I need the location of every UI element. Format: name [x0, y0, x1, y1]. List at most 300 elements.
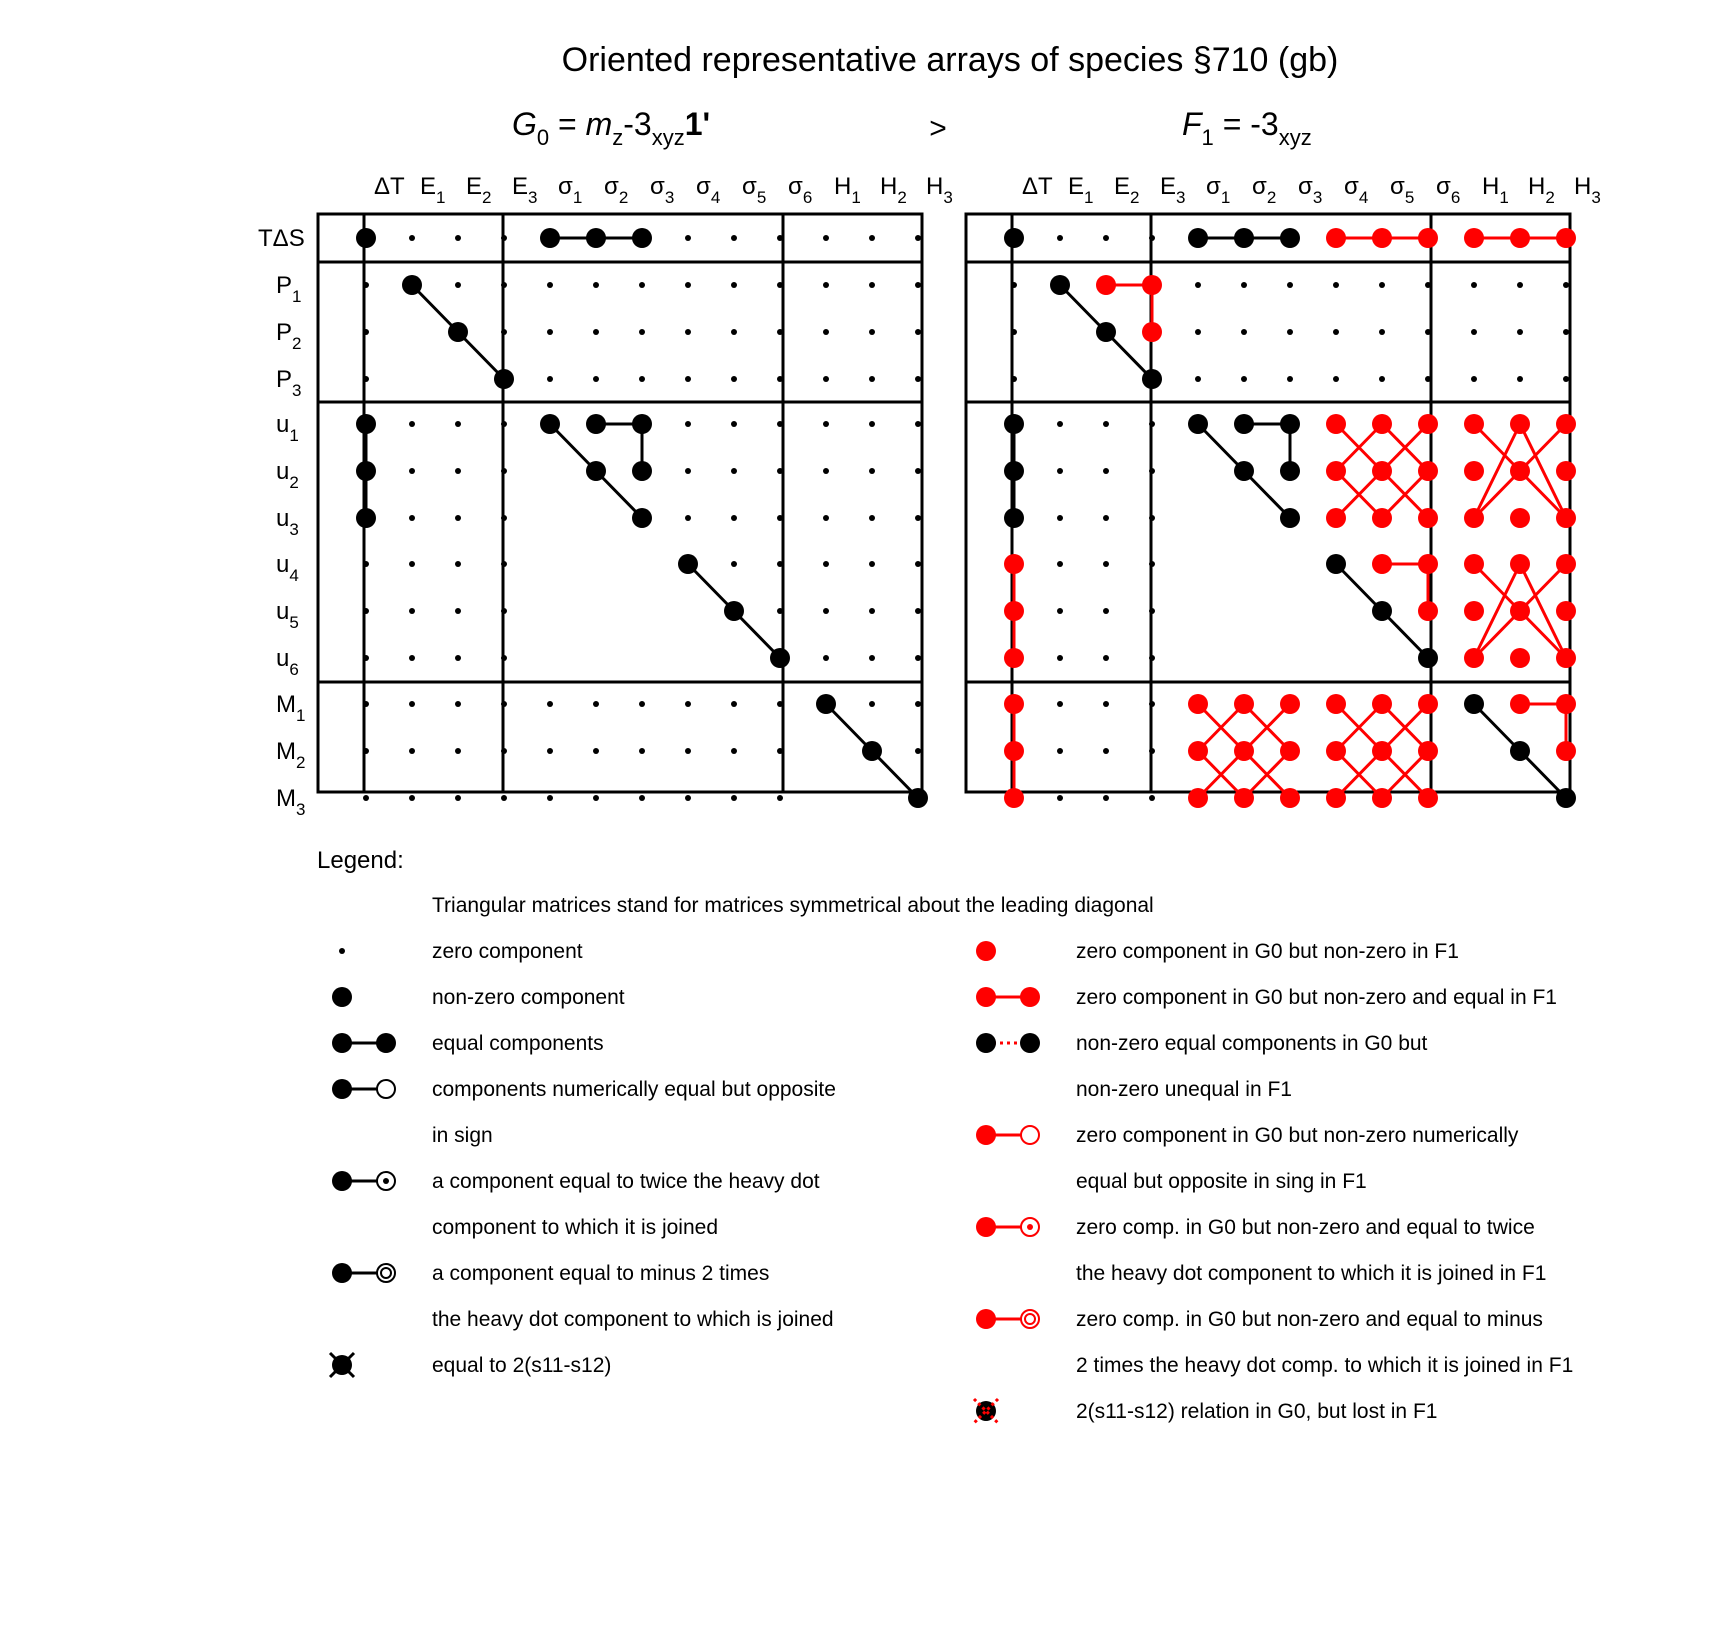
zero-component — [731, 376, 737, 382]
zero-component — [501, 235, 507, 241]
red-component — [1372, 508, 1392, 528]
zero-component — [1057, 701, 1063, 707]
zero-component — [731, 561, 737, 567]
legend-text: 2 times the heavy dot comp. to which it is joined in F1 — [1076, 1354, 1574, 1377]
zero-component — [915, 608, 921, 614]
heavy-component — [540, 228, 560, 248]
zero-component — [777, 421, 783, 427]
legend-text: zero component in G0 but non-zero in F1 — [1076, 940, 1459, 963]
zero-component — [1149, 515, 1155, 521]
column-label: $\sigma_4$ — [1344, 173, 1369, 207]
dotted-link-icon — [976, 1033, 1040, 1053]
zero-component — [777, 515, 783, 521]
zero-component — [1103, 235, 1109, 241]
row-label: $P_1$ — [276, 272, 302, 306]
heavy-component — [1280, 461, 1300, 481]
zero-component — [1057, 561, 1063, 567]
heavy-component — [1234, 414, 1254, 434]
column-label: $E_2$ — [1114, 173, 1140, 207]
red-component — [1004, 741, 1024, 761]
heavy-component — [632, 228, 652, 248]
heavy-component — [632, 461, 652, 481]
zero-component — [409, 235, 415, 241]
zero-component — [455, 748, 461, 754]
column-label: $H_3$ — [1574, 173, 1601, 207]
heavy-component — [862, 741, 882, 761]
column-label: $E_2$ — [466, 173, 492, 207]
equal-link-icon — [332, 1033, 396, 1053]
red-component — [1188, 788, 1208, 808]
zero-component — [1471, 329, 1477, 335]
zero-component — [1103, 701, 1109, 707]
heavy-component — [1280, 228, 1300, 248]
heavy-component — [586, 414, 606, 434]
zero-component — [1333, 376, 1339, 382]
heavy-component — [632, 508, 652, 528]
zero-component — [455, 515, 461, 521]
red-component — [1372, 694, 1392, 714]
red-component — [1510, 414, 1530, 434]
zero-component — [685, 421, 691, 427]
heavy-component — [724, 601, 744, 621]
row-label: $u_6$ — [276, 645, 299, 679]
red-component — [1372, 461, 1392, 481]
zero-component — [1103, 748, 1109, 754]
zero-component — [869, 561, 875, 567]
zero-component — [731, 748, 737, 754]
zero-component — [915, 329, 921, 335]
zero-component — [1149, 655, 1155, 661]
red-equal-link-icon — [976, 987, 1040, 1007]
zero-component — [455, 608, 461, 614]
row-label: $u_4$ — [276, 551, 299, 585]
column-label: $\sigma_3$ — [1298, 173, 1323, 207]
small-dot-icon — [339, 948, 345, 954]
column-label: $\sigma_5$ — [1390, 173, 1415, 207]
heavy-component — [1188, 414, 1208, 434]
column-label: $E_1$ — [420, 173, 446, 207]
zero-component — [1333, 329, 1339, 335]
legend-text: non-zero unequal in F1 — [1076, 1078, 1292, 1101]
legend-left — [330, 940, 836, 1377]
zero-component — [685, 795, 691, 801]
zero-component — [593, 329, 599, 335]
heavy-component — [1234, 228, 1254, 248]
legend-text: zero comp. in G0 but non-zero and equal to minus — [1076, 1308, 1543, 1331]
cross-dot-icon — [330, 1353, 354, 1377]
zero-component — [915, 748, 921, 754]
zero-component — [1195, 376, 1201, 382]
zero-component — [639, 795, 645, 801]
red-component — [1418, 461, 1438, 481]
zero-component — [1195, 329, 1201, 335]
heavy-component — [402, 275, 422, 295]
zero-component — [1241, 329, 1247, 335]
zero-component — [731, 329, 737, 335]
zero-component — [409, 748, 415, 754]
zero-component — [777, 608, 783, 614]
zero-component — [869, 376, 875, 382]
zero-component — [1379, 329, 1385, 335]
zero-component — [869, 515, 875, 521]
zero-component — [823, 282, 829, 288]
legend-text: component to which it is joined — [432, 1216, 718, 1239]
red-component — [1418, 414, 1438, 434]
red-component — [1004, 601, 1024, 621]
zero-component — [1103, 421, 1109, 427]
zero-component — [1425, 376, 1431, 382]
zero-component — [501, 748, 507, 754]
zero-component — [1379, 376, 1385, 382]
red-twice-link-icon — [976, 1217, 1039, 1237]
red-component — [1510, 694, 1530, 714]
zero-component — [1103, 608, 1109, 614]
zero-component — [593, 795, 599, 801]
zero-component — [501, 795, 507, 801]
zero-component — [1287, 282, 1293, 288]
zero-component — [823, 655, 829, 661]
heavy-component — [816, 694, 836, 714]
page-title: Oriented representative arrays of species §710 (gb) — [561, 41, 1339, 79]
zero-component — [593, 748, 599, 754]
zero-component — [363, 701, 369, 707]
zero-component — [455, 421, 461, 427]
zero-component — [777, 376, 783, 382]
zero-component — [1425, 329, 1431, 335]
legend-text: non-zero component — [432, 986, 625, 1009]
red-component — [1142, 275, 1162, 295]
legend-text: a component equal to minus 2 times — [432, 1262, 770, 1285]
zero-component — [455, 655, 461, 661]
red-component — [1326, 414, 1346, 434]
zero-component — [731, 795, 737, 801]
legend-text: equal to 2(s11-s12) — [432, 1354, 612, 1377]
zero-component — [1057, 235, 1063, 241]
red-component — [1556, 228, 1576, 248]
heavy-component — [448, 322, 468, 342]
heavy-component — [1188, 228, 1208, 248]
legend-text: zero component in G0 but non-zero numerically — [1076, 1124, 1519, 1147]
column-label: $\sigma_4$ — [696, 173, 721, 207]
row-label: $M_1$ — [276, 691, 306, 725]
minus-two-link-icon — [332, 1263, 395, 1283]
zero-component — [501, 329, 507, 335]
zero-component — [915, 701, 921, 707]
red-component — [1464, 228, 1484, 248]
red-component — [1418, 554, 1438, 574]
red-component — [1556, 414, 1576, 434]
zero-component — [409, 795, 415, 801]
heavy-component — [540, 414, 560, 434]
zero-component — [915, 376, 921, 382]
column-label: $H_1$ — [1482, 173, 1509, 207]
red-component — [1556, 648, 1576, 668]
column-label: $\sigma_5$ — [742, 173, 767, 207]
zero-component — [1379, 282, 1385, 288]
zero-component — [731, 282, 737, 288]
heavy-component — [908, 788, 928, 808]
heavy-component — [1326, 554, 1346, 574]
red-component — [1418, 741, 1438, 761]
red-component — [1188, 694, 1208, 714]
zero-component — [1425, 282, 1431, 288]
column-label: ΔT — [374, 173, 405, 200]
legend-text: equal components — [432, 1032, 604, 1055]
column-label: ΔT — [1022, 173, 1053, 200]
heavy-component — [586, 461, 606, 481]
left-group-label: $G_0 = m_z-3_{xyz}1'$ — [512, 106, 711, 150]
zero-component — [409, 701, 415, 707]
lost-cross-dot-icon — [974, 1399, 998, 1423]
red-component — [1096, 275, 1116, 295]
red-component — [1326, 741, 1346, 761]
column-label: $E_1$ — [1068, 173, 1094, 207]
zero-component — [685, 235, 691, 241]
zero-component — [915, 561, 921, 567]
zero-component — [685, 329, 691, 335]
red-component — [1326, 694, 1346, 714]
red-component — [1556, 694, 1576, 714]
red-minus-two-link-icon — [976, 1309, 1039, 1329]
zero-component — [1057, 795, 1063, 801]
zero-component — [823, 376, 829, 382]
zero-component — [1149, 701, 1155, 707]
zero-component — [501, 561, 507, 567]
zero-component — [409, 655, 415, 661]
zero-component — [1057, 421, 1063, 427]
heavy-component — [1510, 741, 1530, 761]
zero-component — [1471, 282, 1477, 288]
zero-component — [409, 608, 415, 614]
column-label: $H_3$ — [926, 173, 953, 207]
zero-component — [777, 561, 783, 567]
zero-component — [1057, 468, 1063, 474]
zero-component — [731, 701, 737, 707]
zero-component — [915, 421, 921, 427]
zero-component — [1011, 282, 1017, 288]
legend-text: components numerically equal but opposite — [432, 1078, 836, 1101]
group-relation-symbol: > — [929, 112, 947, 145]
zero-component — [731, 515, 737, 521]
legend-text: in sign — [432, 1124, 493, 1147]
red-component — [1326, 508, 1346, 528]
zero-component — [1149, 795, 1155, 801]
heavy-component — [632, 414, 652, 434]
heavy-component — [678, 554, 698, 574]
heavy-component — [1280, 508, 1300, 528]
zero-component — [547, 376, 553, 382]
legend-text: equal but opposite in sing in F1 — [1076, 1170, 1367, 1193]
column-label: $H_2$ — [1528, 173, 1555, 207]
zero-component — [1517, 329, 1523, 335]
zero-component — [409, 561, 415, 567]
zero-component — [547, 282, 553, 288]
row-label: $u_1$ — [276, 411, 299, 445]
red-component — [1510, 508, 1530, 528]
zero-component — [685, 515, 691, 521]
red-component — [1464, 414, 1484, 434]
legend-label: Legend: — [317, 847, 404, 874]
heavy-component — [1096, 322, 1116, 342]
zero-component — [777, 329, 783, 335]
zero-component — [869, 655, 875, 661]
zero-component — [869, 235, 875, 241]
zero-component — [869, 282, 875, 288]
row-label: $P_2$ — [276, 319, 302, 353]
column-label: $\sigma_2$ — [604, 173, 629, 207]
red-component — [1510, 648, 1530, 668]
zero-component — [363, 329, 369, 335]
red-component — [1510, 461, 1530, 481]
row-label: TΔS — [258, 225, 305, 252]
zero-component — [685, 376, 691, 382]
zero-component — [777, 282, 783, 288]
zero-component — [823, 421, 829, 427]
legend-right — [974, 940, 1573, 1423]
zero-component — [593, 701, 599, 707]
red-component — [1326, 228, 1346, 248]
zero-component — [501, 655, 507, 661]
zero-component — [1057, 608, 1063, 614]
zero-component — [639, 282, 645, 288]
zero-component — [915, 282, 921, 288]
zero-component — [1057, 748, 1063, 754]
column-label: $E_3$ — [1160, 173, 1186, 207]
twice-link-icon — [332, 1171, 395, 1191]
heavy-component — [494, 369, 514, 389]
zero-component — [1333, 282, 1339, 288]
heavy-component — [1556, 788, 1576, 808]
red-component — [1510, 228, 1530, 248]
red-component — [1418, 694, 1438, 714]
row-label: $u_5$ — [276, 598, 299, 632]
zero-component — [363, 608, 369, 614]
column-label: $\sigma_1$ — [1206, 173, 1231, 207]
column-label: $\sigma_6$ — [1436, 173, 1461, 207]
heavy-component — [770, 648, 790, 668]
column-label: $\sigma_1$ — [558, 173, 583, 207]
zero-component — [501, 421, 507, 427]
column-label: $E_3$ — [512, 173, 538, 207]
legend-text: zero component in G0 but non-zero and equal in F1 — [1076, 986, 1557, 1009]
zero-component — [639, 329, 645, 335]
zero-component — [823, 329, 829, 335]
red-component — [1510, 601, 1530, 621]
red-component — [1556, 741, 1576, 761]
zero-component — [731, 421, 737, 427]
zero-component — [455, 282, 461, 288]
red-component — [1372, 741, 1392, 761]
zero-component — [777, 235, 783, 241]
zero-component — [1471, 376, 1477, 382]
zero-component — [363, 795, 369, 801]
red-component — [1004, 554, 1024, 574]
row-label: $u_2$ — [276, 458, 299, 492]
legend-text: zero comp. in G0 but non-zero and equal to twice — [1076, 1216, 1535, 1239]
red-component — [1464, 601, 1484, 621]
zero-component — [547, 795, 553, 801]
heavy-component — [1004, 508, 1024, 528]
heavy-component — [1372, 601, 1392, 621]
zero-component — [915, 655, 921, 661]
red-component — [1372, 414, 1392, 434]
zero-component — [639, 748, 645, 754]
red-component — [1280, 694, 1300, 714]
zero-component — [363, 376, 369, 382]
red-component — [1556, 508, 1576, 528]
zero-component — [1241, 376, 1247, 382]
zero-component — [1563, 282, 1569, 288]
red-component — [1464, 508, 1484, 528]
zero-component — [455, 701, 461, 707]
legend-text: 2(s11-s12) relation in G0, but lost in F1 — [1076, 1400, 1438, 1423]
heavy-component — [1464, 694, 1484, 714]
legend-text: a component equal to twice the heavy dot — [432, 1170, 820, 1193]
red-component — [1372, 554, 1392, 574]
red-component — [1372, 228, 1392, 248]
column-label: $\sigma_2$ — [1252, 173, 1277, 207]
heavy-component — [1004, 414, 1024, 434]
zero-component — [1149, 235, 1155, 241]
right-group-label: $F_1 = -3_{xyz}$ — [1182, 106, 1312, 150]
zero-component — [823, 608, 829, 614]
zero-component — [501, 515, 507, 521]
zero-component — [685, 468, 691, 474]
heavy-component — [1004, 228, 1024, 248]
red-component — [1510, 554, 1530, 574]
zero-component — [869, 468, 875, 474]
zero-component — [731, 235, 737, 241]
zero-component — [363, 561, 369, 567]
column-label: $H_2$ — [880, 173, 907, 207]
zero-component — [455, 795, 461, 801]
red-component — [1326, 461, 1346, 481]
zero-component — [823, 235, 829, 241]
red-component — [1234, 694, 1254, 714]
red-component — [1280, 788, 1300, 808]
zero-component — [1011, 376, 1017, 382]
zero-component — [1517, 282, 1523, 288]
zero-component — [915, 235, 921, 241]
legend-text: the heavy dot component to which it is joined in F1 — [1076, 1262, 1547, 1285]
red-component — [1234, 741, 1254, 761]
legend-text: non-zero equal components in G0 but — [1076, 1032, 1428, 1055]
heavy-component — [1234, 461, 1254, 481]
legend-note: Triangular matrices stand for matrices symmetrical about the leading diagonal — [432, 894, 1154, 917]
red-component — [1418, 228, 1438, 248]
row-label: $P_3$ — [276, 366, 302, 400]
zero-component — [455, 235, 461, 241]
red-opposite-link-icon — [976, 1125, 1039, 1145]
zero-component — [685, 282, 691, 288]
opposite-link-icon — [332, 1079, 395, 1099]
zero-component — [777, 468, 783, 474]
zero-component — [869, 421, 875, 427]
matrix-f1 — [966, 173, 1601, 808]
zero-component — [501, 701, 507, 707]
red-component — [1004, 648, 1024, 668]
zero-component — [1057, 515, 1063, 521]
zero-component — [1103, 795, 1109, 801]
zero-component — [1057, 655, 1063, 661]
zero-component — [1103, 561, 1109, 567]
red-component — [1556, 461, 1576, 481]
zero-component — [1287, 329, 1293, 335]
zero-component — [501, 468, 507, 474]
zero-component — [869, 329, 875, 335]
legend-text: zero component — [432, 940, 583, 963]
red-component — [1234, 788, 1254, 808]
